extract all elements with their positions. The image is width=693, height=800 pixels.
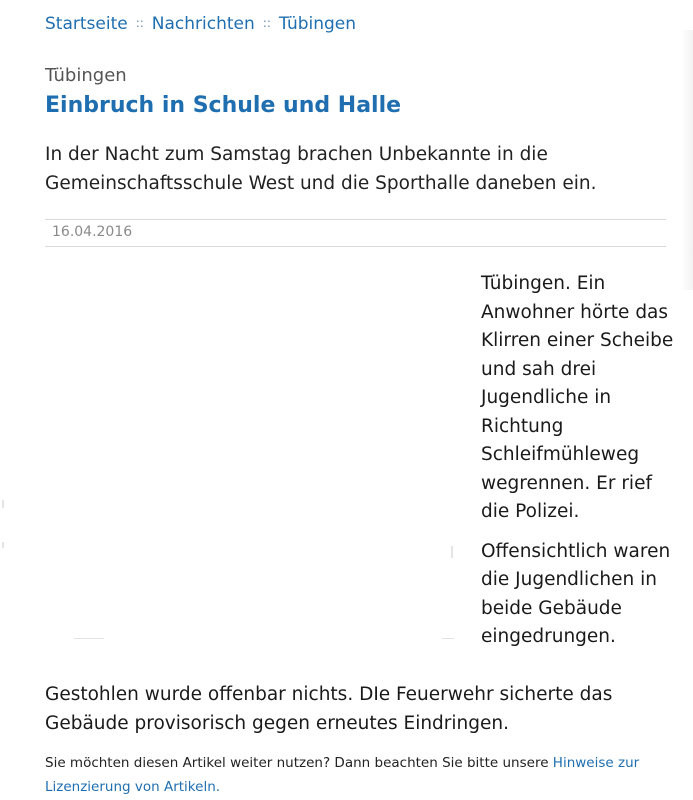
article-paragraph: Tübingen. Ein Anwohner hörte das Klirren einer Scheibe und sah drei Jugendliche in Richtung Schleifmühleweg wegrennen. Er rief die Polizei. bbox=[481, 273, 674, 522]
image-edge-mark bbox=[2, 500, 4, 508]
article-kicker: Tübingen bbox=[45, 65, 127, 86]
license-text: Sie möchten diesen Artikel weiter nutzen? Dann beachten Sie bitte unsere bbox=[45, 755, 553, 771]
image-edge-mark bbox=[451, 546, 453, 558]
article-paragraph: Gestohlen wurde offenbar nichts. DIe Feuerwehr sicherte das Gebäude provisorisch gegen erneutes Eindringen. bbox=[45, 684, 613, 734]
image-edge-mark bbox=[2, 542, 4, 548]
license-link[interactable]: Hinweise zur Lizenzierung von Artikeln. bbox=[45, 755, 640, 795]
article-teaser: In der Nacht zum Samstag brachen Unbekannte in die Gemeinschaftsschule West und die Sporthalle daneben ein. bbox=[45, 144, 597, 194]
edge-shadow bbox=[681, 30, 693, 290]
license-notice bbox=[45, 751, 645, 799]
article-paragraph: Offensichtlich waren die Jugendlichen in beide Gebäude eingedrungen. bbox=[481, 540, 671, 647]
article-body-column bbox=[481, 270, 681, 663]
breadcrumb-nachrichten[interactable]: Nachrichten bbox=[151, 14, 255, 34]
breadcrumb-separator: :: bbox=[262, 16, 271, 30]
breadcrumb bbox=[45, 14, 356, 34]
breadcrumb-tuebingen[interactable]: Tübingen bbox=[278, 14, 357, 34]
article-headline: Einbruch in Schule und Halle bbox=[45, 93, 402, 118]
breadcrumb-separator: :: bbox=[135, 16, 144, 30]
image-edge-mark bbox=[74, 638, 104, 639]
date-bar bbox=[45, 219, 666, 247]
breadcrumb-startseite[interactable]: Startseite bbox=[45, 14, 128, 34]
article-date: 16.04.2016 bbox=[52, 224, 133, 240]
article-image bbox=[24, 280, 454, 640]
image-edge-mark bbox=[442, 638, 454, 639]
